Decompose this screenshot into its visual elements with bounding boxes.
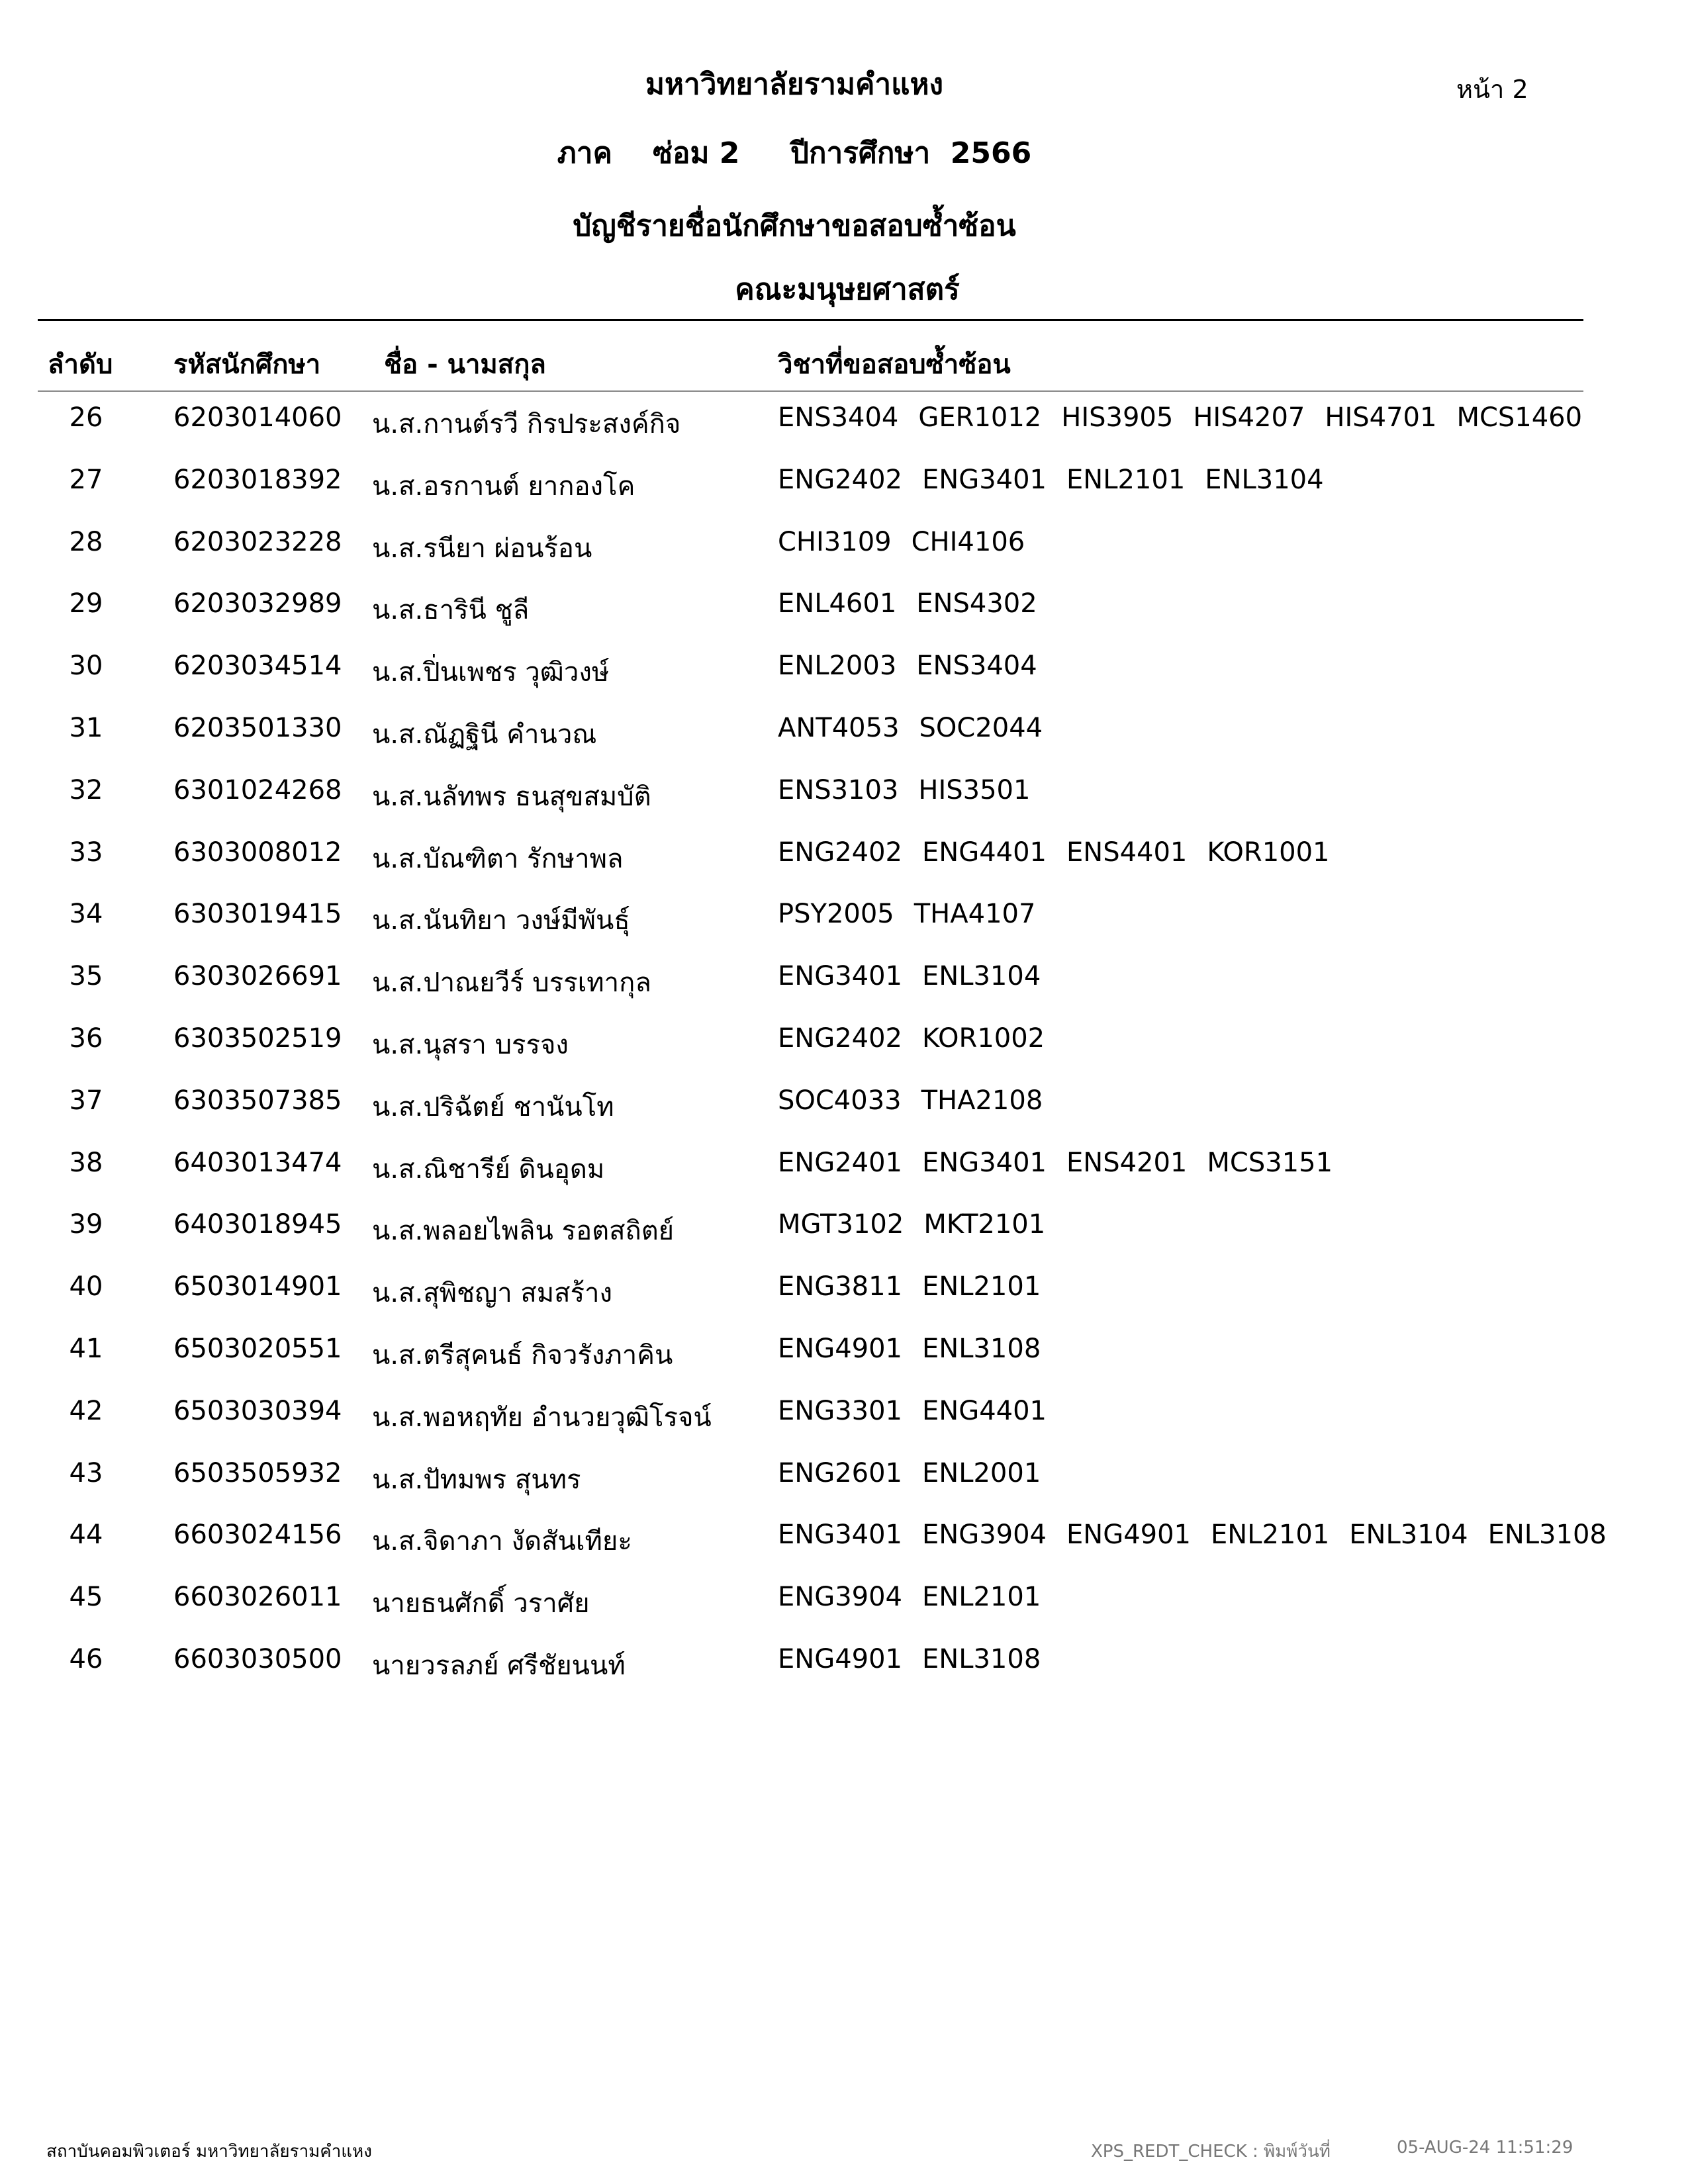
row-number: 34 xyxy=(69,899,103,930)
subject-code: GER1012 xyxy=(918,402,1042,433)
table-row xyxy=(0,953,1688,1015)
subject-list xyxy=(778,1148,1352,1178)
subject-list xyxy=(778,1458,1060,1488)
subject-code: SOC4033 xyxy=(778,1085,902,1116)
row-number: 45 xyxy=(69,1582,103,1613)
table-top-rule xyxy=(38,319,1583,321)
student-name: นายวรลภย์ ศรีชัยนนท์ xyxy=(372,1650,626,1681)
row-number: 32 xyxy=(69,774,103,805)
student-id: 6303507385 xyxy=(173,1085,342,1116)
table-row xyxy=(0,705,1688,767)
table-row xyxy=(0,1450,1688,1512)
subject-code: ENG2601 xyxy=(778,1457,902,1488)
subject-code: ENS3404 xyxy=(916,651,1037,682)
row-number: 30 xyxy=(69,651,103,682)
subject-code: ENL2101 xyxy=(1066,464,1186,495)
student-id: 6203018392 xyxy=(173,464,342,495)
subject-code: ENL2101 xyxy=(922,1582,1041,1613)
student-name: น.ส.ปาณยวีร์ บรรเทากุล xyxy=(372,968,651,999)
subject-list xyxy=(778,1520,1626,1550)
row-number: 36 xyxy=(69,1023,103,1054)
column-header-no: ลำดับ xyxy=(48,349,113,380)
row-number: 43 xyxy=(69,1457,103,1488)
student-id: 6403018945 xyxy=(173,1209,342,1240)
student-id: 6303502519 xyxy=(173,1023,342,1054)
row-number: 33 xyxy=(69,837,103,868)
subject-list xyxy=(778,899,1055,929)
subject-list xyxy=(778,1334,1060,1364)
term-line: ภาค ซ่อม 2 ปีการศึกษา 2566 xyxy=(557,136,1032,170)
subject-code: ENG3401 xyxy=(778,1520,902,1551)
student-id: 6203032989 xyxy=(173,588,342,619)
subject-code: ENL4601 xyxy=(778,588,897,619)
footer-institute: สถาบันคอมพิวเตอร์ มหาวิทยาลัยรามคำแหง xyxy=(46,2142,372,2161)
student-name: น.ส.ณัฏฐินี คำนวณ xyxy=(372,719,597,750)
subject-code: ENG2402 xyxy=(778,1023,902,1054)
subject-code: ENS4201 xyxy=(1066,1147,1188,1178)
table-row xyxy=(0,519,1688,581)
subject-code: ENG3811 xyxy=(778,1271,902,1302)
subject-list xyxy=(778,775,1050,805)
student-name: น.ส.จิดาภา งัดสันเทียะ xyxy=(372,1526,632,1557)
table-row xyxy=(0,829,1688,891)
table-row xyxy=(0,767,1688,829)
row-number: 26 xyxy=(69,402,103,433)
student-id: 6203014060 xyxy=(173,402,342,433)
subject-code: ENL2003 xyxy=(778,651,897,682)
student-name: น.ส.ปัทมพร สุนทร xyxy=(372,1464,581,1495)
student-name: น.ส.อรกานต์ ยากองโค xyxy=(372,471,635,502)
table-row xyxy=(0,394,1688,457)
student-name: น.ส.กานต์รวี กิรประสงค์กิจ xyxy=(372,409,681,439)
subject-code: ENG3401 xyxy=(922,464,1047,495)
subject-code: ENL3104 xyxy=(1205,464,1324,495)
subject-code: SOC2044 xyxy=(919,712,1043,743)
subject-code: ENS4401 xyxy=(1066,837,1188,868)
student-name: น.ส.สุพิชญา สมสร้าง xyxy=(372,1278,613,1309)
subject-list xyxy=(778,961,1060,991)
subject-code: ENL3108 xyxy=(922,1333,1041,1364)
subject-code: ENG2401 xyxy=(778,1147,902,1178)
row-number: 27 xyxy=(69,464,103,495)
subject-code: PSY2005 xyxy=(778,899,894,930)
row-number: 40 xyxy=(69,1271,103,1302)
student-name: น.ส.นุสรา บรรจง xyxy=(372,1029,569,1060)
footer-check: XPS_REDT_CHECK : พิมพ์วันที่ xyxy=(1091,2142,1331,2161)
row-number: 37 xyxy=(69,1085,103,1116)
row-number: 42 xyxy=(69,1395,103,1426)
student-name: น.ส.นลัทพร ธนสุขสมบัติ xyxy=(372,781,651,812)
subject-list xyxy=(778,1023,1064,1054)
student-id: 6203034514 xyxy=(173,651,342,682)
student-id: 6203023228 xyxy=(173,526,342,557)
table-row xyxy=(0,1636,1688,1698)
subject-code: ENL3104 xyxy=(922,961,1041,992)
column-header-name: ชื่อ - นามสกุล xyxy=(384,349,546,380)
subject-code: ENL3108 xyxy=(1487,1520,1607,1551)
table-row xyxy=(0,1263,1688,1326)
subject-list xyxy=(778,1085,1062,1116)
subject-code: ENG3401 xyxy=(778,961,902,992)
subject-list xyxy=(778,1271,1060,1302)
student-table xyxy=(0,394,1688,1698)
subject-list xyxy=(778,402,1602,433)
subject-code: ENL3108 xyxy=(922,1643,1041,1674)
university-title: มหาวิทยาลัยรามคำแหง xyxy=(645,68,943,101)
subject-code: ENG4901 xyxy=(778,1643,902,1674)
student-id: 6603026011 xyxy=(173,1582,342,1613)
subject-code: ENG4901 xyxy=(778,1333,902,1364)
subject-code: ENL2101 xyxy=(922,1271,1041,1302)
student-name: น.ส.ตรีสุคนธ์ กิจวรังภาคิน xyxy=(372,1340,673,1371)
subject-code: MCS1460 xyxy=(1456,402,1583,433)
student-id: 6301024268 xyxy=(173,774,342,805)
subject-code: THA2108 xyxy=(921,1085,1043,1116)
student-name: น.ส.ปริฉัตย์ ชานันโท xyxy=(372,1091,614,1122)
column-header-student-id: รหัสนักศึกษา xyxy=(173,349,321,380)
subject-list xyxy=(778,1396,1066,1426)
subject-code: ENG4401 xyxy=(922,837,1047,868)
table-row xyxy=(0,643,1688,705)
subject-code: KOR1001 xyxy=(1207,837,1330,868)
student-id: 6303019415 xyxy=(173,899,342,930)
subject-list xyxy=(778,713,1062,743)
table-row xyxy=(0,1512,1688,1574)
subject-code: CHI3109 xyxy=(778,526,892,557)
subject-list xyxy=(778,527,1045,557)
student-name: น.ส.บัณฑิตา รักษาพล xyxy=(372,843,624,874)
table-row xyxy=(0,580,1688,643)
subject-code: HIS4207 xyxy=(1193,402,1305,433)
table-row xyxy=(0,457,1688,519)
subject-code: HIS4701 xyxy=(1325,402,1437,433)
footer-printed-at: 05-AUG-24 11:51:29 xyxy=(1397,2138,1573,2158)
subject-code: ENG3904 xyxy=(778,1582,902,1613)
student-name: น.ส.ธารินี ชูลี xyxy=(372,595,530,626)
subject-code: ENL2001 xyxy=(922,1457,1041,1488)
page-number: หน้า 2 xyxy=(1456,75,1528,104)
subject-code: ENG2402 xyxy=(778,464,902,495)
student-name: น.ส.นันทิยา วงษ์มีพันธุ์ xyxy=(372,905,630,936)
student-id: 6503030394 xyxy=(173,1395,342,1426)
subject-code: KOR1002 xyxy=(922,1023,1045,1054)
student-id: 6603030500 xyxy=(173,1643,342,1674)
row-number: 31 xyxy=(69,712,103,743)
row-number: 39 xyxy=(69,1209,103,1240)
student-name: น.ส.พลอยไพลิน รอตสถิตย์ xyxy=(372,1216,675,1247)
subject-code: MKT2101 xyxy=(923,1209,1046,1240)
table-row xyxy=(0,1077,1688,1140)
subject-code: ENL2101 xyxy=(1211,1520,1330,1551)
subject-list xyxy=(778,588,1057,619)
student-name: น.ส.รนียา ผ่อนร้อน xyxy=(372,533,592,564)
student-id: 6603024156 xyxy=(173,1520,342,1551)
row-number: 29 xyxy=(69,588,103,619)
student-id: 6503505932 xyxy=(173,1457,342,1488)
row-number: 44 xyxy=(69,1520,103,1551)
subject-code: MGT3102 xyxy=(778,1209,904,1240)
table-row xyxy=(0,1201,1688,1263)
faculty-title: คณะมนุษยศาสตร์ xyxy=(735,273,960,306)
subject-code: ENG3401 xyxy=(922,1147,1047,1178)
subject-code: MCS3151 xyxy=(1207,1147,1333,1178)
subject-code: ENS4302 xyxy=(916,588,1037,619)
table-row xyxy=(0,1326,1688,1388)
subject-code: ENG4401 xyxy=(922,1395,1047,1426)
table-row xyxy=(0,1140,1688,1202)
subject-code: ENL3104 xyxy=(1349,1520,1468,1551)
subject-code: ENS3103 xyxy=(778,774,899,805)
subject-code: ENG3301 xyxy=(778,1395,902,1426)
table-row xyxy=(0,1015,1688,1077)
row-number: 28 xyxy=(69,526,103,557)
student-name: น.ส.พอหฤทัย อำนวยวุฒิโรจน์ xyxy=(372,1402,712,1433)
subject-code: CHI4106 xyxy=(911,526,1025,557)
subject-code: ENG3904 xyxy=(922,1520,1047,1551)
table-row xyxy=(0,1388,1688,1450)
list-title: บัญชีรายชื่อนักศึกษาขอสอบซ้ำซ้อน xyxy=(573,209,1016,243)
student-id: 6203501330 xyxy=(173,712,342,743)
subject-code: ENS3404 xyxy=(778,402,899,433)
student-name: นายธนศักดิ์ วราศัย xyxy=(372,1588,590,1619)
subject-code: THA4107 xyxy=(914,899,1036,930)
table-row xyxy=(0,1574,1688,1636)
row-number: 38 xyxy=(69,1147,103,1178)
student-id: 6503014901 xyxy=(173,1271,342,1302)
subject-code: ENG2402 xyxy=(778,837,902,868)
subject-code: ANT4053 xyxy=(778,712,900,743)
student-id: 6303008012 xyxy=(173,837,342,868)
header-bottom-rule xyxy=(38,390,1583,392)
subject-code: HIS3501 xyxy=(918,774,1031,805)
subject-list xyxy=(778,465,1344,495)
student-id: 6403013474 xyxy=(173,1147,342,1178)
subject-list xyxy=(778,837,1350,868)
subject-code: HIS3905 xyxy=(1061,402,1174,433)
subject-list xyxy=(778,1644,1060,1674)
column-header-subjects: วิชาที่ขอสอบซ้ำซ้อน xyxy=(778,349,1011,380)
student-id: 6503020551 xyxy=(173,1333,342,1364)
student-name: น.ส.ปิ่นเพชร วุฒิวงษ์ xyxy=(372,657,610,688)
student-id: 6303026691 xyxy=(173,961,342,992)
subject-list xyxy=(778,1209,1065,1240)
table-row xyxy=(0,891,1688,953)
row-number: 41 xyxy=(69,1333,103,1364)
row-number: 46 xyxy=(69,1643,103,1674)
subject-code: ENG4901 xyxy=(1066,1520,1191,1551)
student-name: น.ส.ณิชารีย์ ดินอุดม xyxy=(372,1154,605,1185)
subject-list xyxy=(778,651,1057,681)
row-number: 35 xyxy=(69,961,103,992)
subject-list xyxy=(778,1582,1060,1612)
